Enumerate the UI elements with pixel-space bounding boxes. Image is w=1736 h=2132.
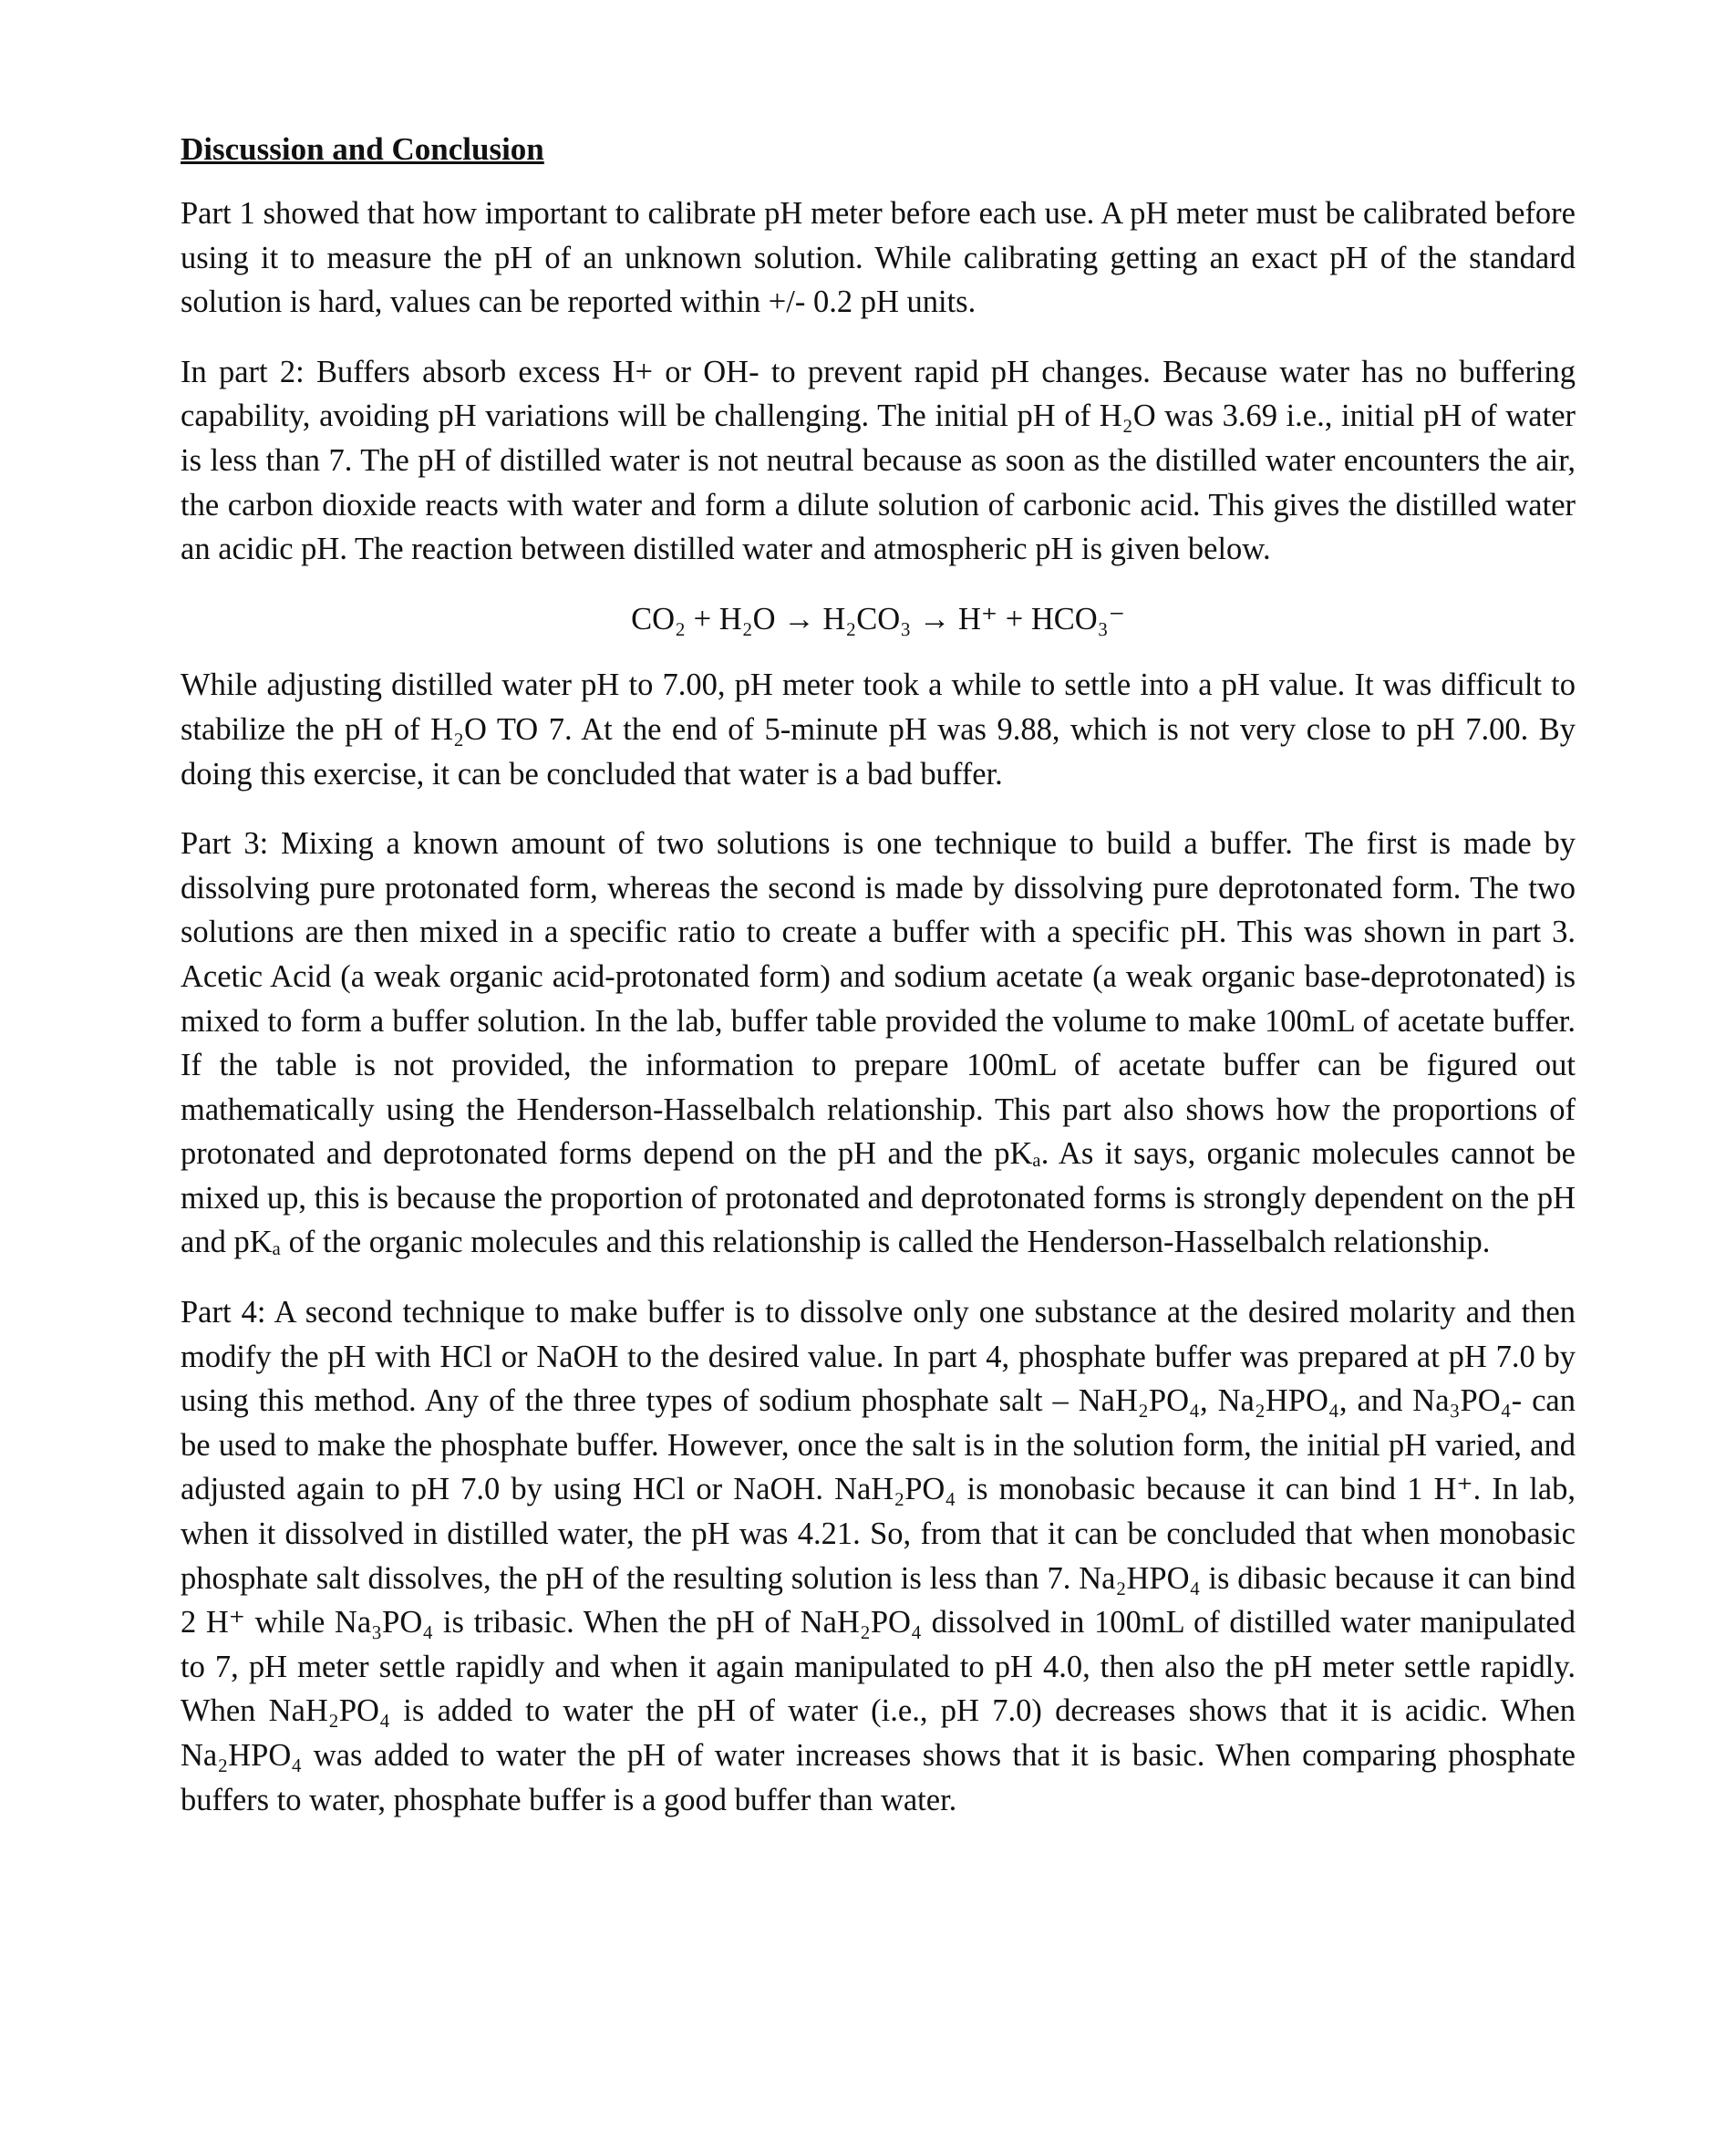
chemical-equation: CO₂ + H₂O → H₂CO₃ → H⁺ + HCO₃⁻ <box>631 601 1125 636</box>
section-heading: Discussion and Conclusion <box>181 131 544 167</box>
paragraph-part-2: In part 2: Buffers absorb excess H+ or OH- to prevent rapid pH changes. Because water has no buffering capability, avoiding pH variations will be challenging. The initial pH of H₂O was 3.69 i.e., initial pH of water is less than 7. The pH of distilled water is not neutral because as soon as the distilled water encounters the air, the carbon dioxide reacts with water and form a dilute solution of carbonic acid. This gives the distilled water an acidic pH. The reaction between distilled water and atmospheric pH is given below. <box>181 354 1576 567</box>
document-page <box>181 128 1576 1847</box>
paragraph-part-1: Part 1 showed that how important to calibrate pH meter before each use. A pH meter must be calibrated before using it to measure the pH of an unknown solution. While calibrating getting an exact pH of the standard solution is hard, values can be reported within +/- 0.2 pH units. <box>181 196 1576 320</box>
paragraph-part-4: Part 4: A second technique to make buffer is to dissolve only one substance at the desired molarity and then modify the pH with HCl or NaOH to the desired value. In part 4, phosphate buffer was prepared at pH 7.0 by using this method. Any of the three types of sodium phosphate salt – NaH₂PO₄, Na₂HPO₄, and Na₃PO₄- can be used to make the phosphate buffer. However, once the salt is in the solution form, the initial pH varied, and adjusted again to pH 7.0 by using HCl or NaOH. NaH₂PO₄ is monobasic because it can bind 1 H⁺. In lab, when it dissolved in distilled water, the pH was 4.21. So, from that it can be concluded that when monobasic phosphate salt dissolves, the pH of the resulting solution is less than 7. Na₂HPO₄ is dibasic because it can bind 2 H⁺ while Na₃PO₄ is tribasic. When the pH of NaH₂PO₄ dissolved in 100mL of distilled water manipulated to 7, pH meter settle rapidly and when it again manipulated to pH 4.0, then also the pH meter settle rapidly. When NaH₂PO₄ is added to water the pH of water (i.e., pH 7.0) decreases shows that it is acidic. When Na₂HPO₄ was added to water the pH of water increases shows that it is basic. When comparing phosphate buffers to water, phosphate buffer is a good buffer than water. <box>181 1295 1576 1817</box>
paragraph-part-3: Part 3: Mixing a known amount of two solutions is one technique to build a buffer. The first is made by dissolving pure protonated form, whereas the second is made by dissolving pure deprotonated form. The two solutions are then mixed in a specific ratio to create a buffer with a specific pH. This was shown in part 3. Acetic Acid (a weak organic acid-protonated form) and sodium acetate (a weak organic base-deprotonated) is mixed to form a buffer solution. In the lab, buffer table provided the volume to make 100mL of acetate buffer. If the table is not provided, the information to prepare 100mL of acetate buffer can be figured out mathematically using the Henderson-Hasselbalch relationship. This part also shows how the proportions of protonated and deprotonated forms depend on the pH and the pKₐ. As it says, organic molecules cannot be mixed up, this is because the proportion of protonated and deprotonated forms is strongly dependent on the pH and pKₐ of the organic molecules and this relationship is called the Henderson-Hasselbalch relationship. <box>181 826 1576 1260</box>
paragraph-part-2-continued: While adjusting distilled water pH to 7.00, pH meter took a while to settle into a pH value. It was difficult to stabilize the pH of H₂O TO 7. At the end of 5-minute pH was 9.88, which is not very close to pH 7.00. By doing this exercise, it can be concluded that water is a bad buffer. <box>181 668 1576 792</box>
